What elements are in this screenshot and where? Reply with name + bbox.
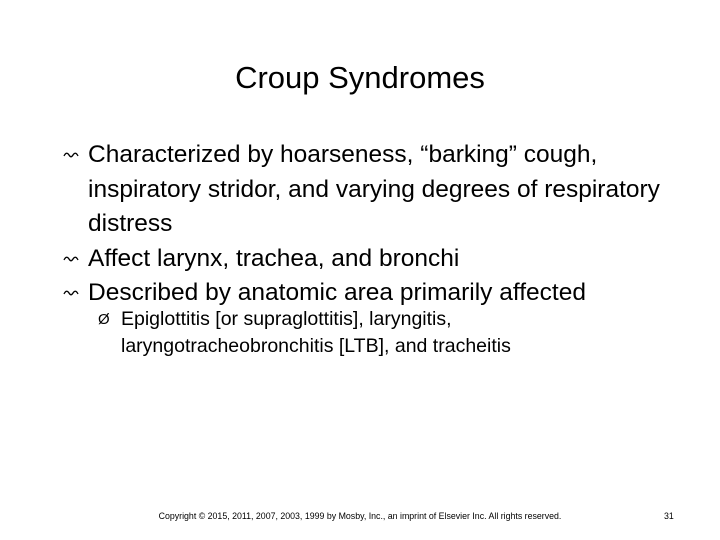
bullet-item-characterized	[62, 138, 702, 242]
looped-dash-bullet-icon	[62, 138, 80, 173]
bullet-list	[62, 138, 702, 311]
bullet-text: Described by anatomic area primarily affected	[88, 279, 586, 306]
slide-title: Croup Syndromes	[235, 60, 485, 95]
footer-copyright: Copyright © 2015, 2011, 2007, 2003, 1999 by Mosby, Inc., an imprint of Elsevier Inc. All rights reserved.	[158, 511, 562, 521]
looped-dash-bullet-icon	[62, 276, 80, 311]
sub-bullet-text: Epiglottitis [or supraglottitis], laryngitis, laryngotracheobronchitis [LTB], and tracheitis	[121, 308, 511, 357]
bullet-text: Affect larynx, trachea, and bronchi	[88, 244, 460, 272]
page-number: 31	[664, 511, 674, 521]
sub-bullet-item-epiglottitis	[98, 306, 630, 360]
looped-dash-bullet-icon	[62, 242, 80, 277]
bullet-text: Characterized by hoarseness, “barking” cough, inspiratory stridor, and varying degrees of respiratory distress	[88, 141, 660, 237]
arrowhead-bullet-icon: Ø	[98, 311, 110, 328]
bullet-item-affect	[62, 242, 702, 277]
sub-bullet-list	[98, 306, 630, 360]
